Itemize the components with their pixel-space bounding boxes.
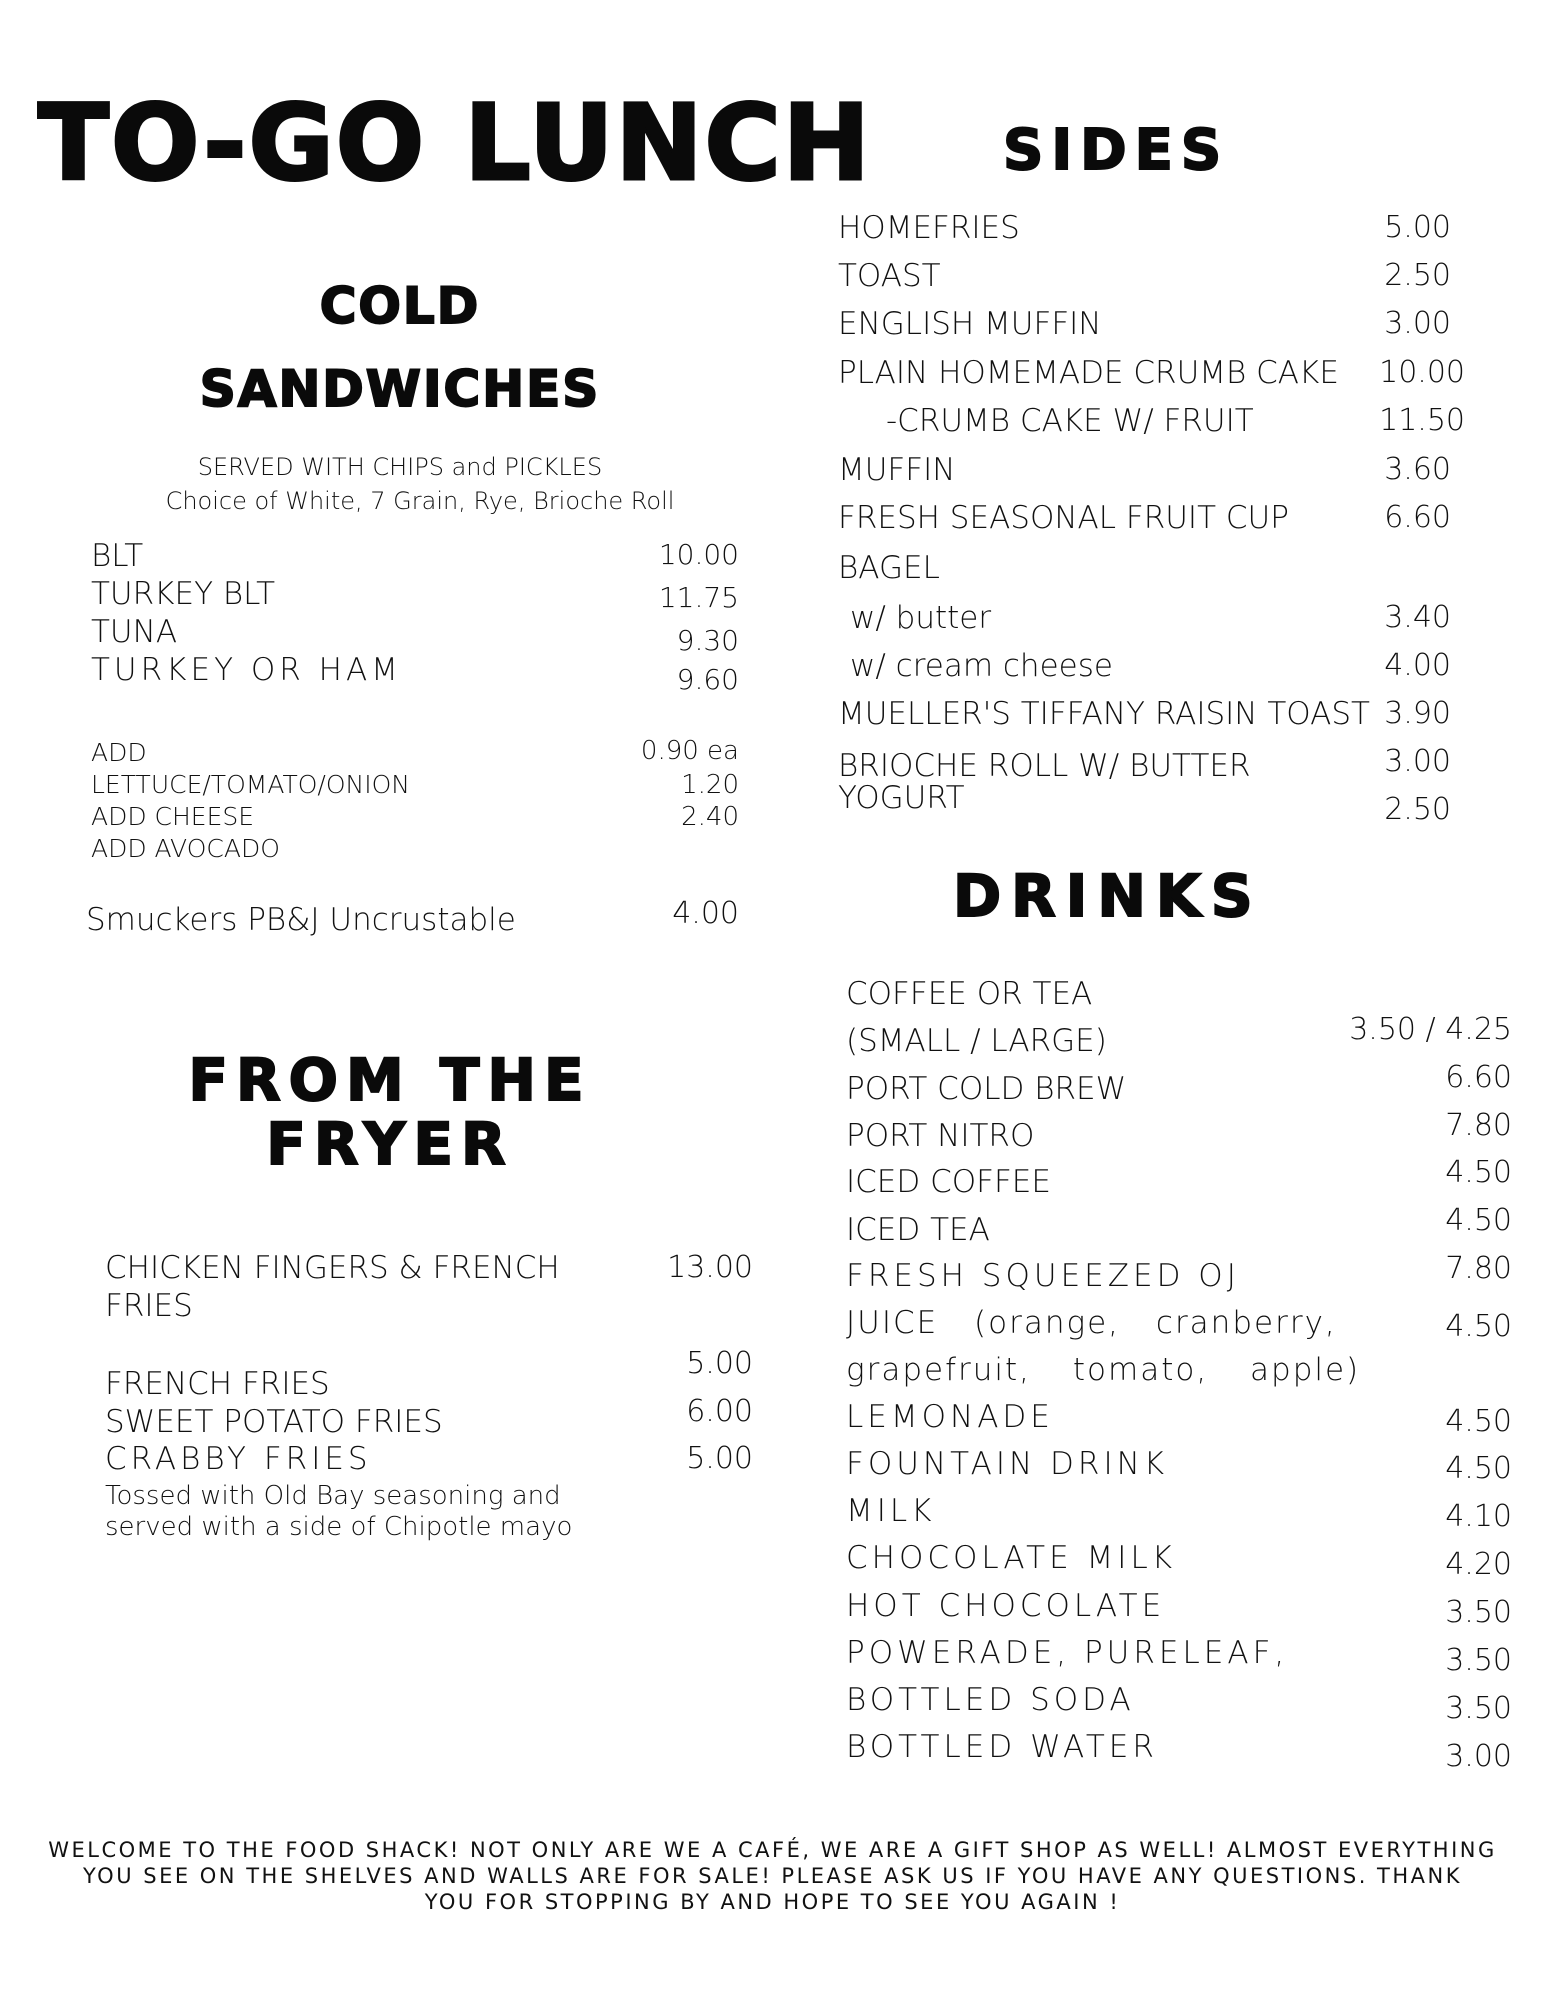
menu-item-name: BOTTLED WATER	[846, 1729, 1158, 1765]
drinks-heading: DRINKS	[953, 862, 1263, 930]
menu-item-price: 11.50	[1379, 403, 1465, 438]
menu-item-price: 4.00	[672, 896, 739, 931]
menu-item-name: YOGURT	[838, 780, 965, 816]
menu-item-name: Smuckers PB&J Uncrustable	[86, 902, 516, 938]
menu-item-name: (SMALL / LARGE)	[846, 1023, 1107, 1059]
fryer-note: Tossed with Old Bay seasoning and	[105, 1481, 561, 1511]
menu-item-name: FRESH SQUEEZED OJ	[846, 1258, 1240, 1294]
menu-item-name: -CRUMB CAKE W/ FRUIT	[886, 403, 1254, 439]
menu-item-name: ICED COFFEE	[846, 1164, 1051, 1200]
menu-item-price: 4.50	[1445, 1451, 1512, 1486]
menu-item-price: 10.00	[1379, 355, 1465, 390]
menu-item-price: 3.50	[1445, 1595, 1512, 1630]
menu-item-name: SWEET POTATO FRIES	[105, 1404, 443, 1440]
menu-item-price: 9.30	[676, 624, 739, 657]
menu-item-name: JUICE (orange, cranberry,	[846, 1305, 1337, 1341]
menu-item-name: TURKEY OR HAM	[91, 652, 402, 688]
menu-item-price: 9.60	[676, 663, 739, 696]
addon-name: ADD CHEESE	[91, 802, 255, 831]
menu-item-price: 4.00	[1384, 648, 1451, 683]
menu-item-name: ENGLISH MUFFIN	[838, 306, 1102, 342]
menu-item-name: PORT COLD BREW	[846, 1071, 1127, 1107]
menu-item-price: 5.00	[1384, 210, 1451, 245]
menu-item-price: 3.50 / 4.25	[1349, 1012, 1512, 1047]
menu-item-name: MILK	[846, 1493, 936, 1529]
menu-item-price: 4.50	[1445, 1203, 1512, 1238]
page-title: TO-GO LUNCH	[38, 82, 872, 204]
menu-item-price: 5.00	[686, 1441, 753, 1476]
menu-item-price: 4.10	[1445, 1499, 1512, 1534]
menu-item-price: 3.00	[1445, 1739, 1512, 1774]
menu-item-price: 13.00	[667, 1250, 753, 1285]
menu-item-price: 3.40	[1384, 600, 1451, 635]
menu-item-name: TURKEY BLT	[91, 576, 276, 612]
menu-item-price: 6.60	[1445, 1060, 1512, 1095]
menu-item-price: 10.00	[658, 538, 739, 571]
cold-heading-line1: COLD	[319, 277, 481, 335]
menu-item-name: FRESH SEASONAL FRUIT CUP	[838, 500, 1289, 536]
cold-note: SERVED WITH CHIPS and PICKLES	[197, 453, 603, 481]
menu-item-price: 3.00	[1384, 744, 1451, 779]
menu-item-price: 3.90	[1384, 696, 1451, 731]
menu-item-price: 2.50	[1384, 792, 1451, 827]
menu-item-name: TUNA	[91, 614, 178, 650]
menu-item-name: COFFEE OR TEA	[846, 976, 1093, 1012]
menu-item-name: PLAIN HOMEMADE CRUMB CAKE	[838, 355, 1339, 391]
fryer-note: served with a side of Chipotle mayo	[105, 1512, 573, 1542]
menu-item-name: HOT CHOCOLATE	[846, 1588, 1166, 1624]
menu-item-name: TOAST	[838, 258, 941, 294]
menu-item-price: 4.20	[1445, 1547, 1512, 1582]
menu-item-price: 5.00	[686, 1346, 753, 1381]
menu-item-name: BAGEL	[838, 550, 940, 586]
addon-name: ADD	[91, 738, 147, 767]
menu-item-name: BLT	[91, 538, 144, 574]
menu-item-name: CHICKEN FINGERS & FRENCH	[105, 1250, 560, 1286]
menu-item-price: 3.00	[1384, 306, 1451, 341]
menu-item-price: 11.75	[658, 581, 739, 614]
menu-item-name: FRENCH FRIES	[105, 1366, 330, 1402]
menu-item-name: ICED TEA	[846, 1212, 990, 1248]
addon-price: 0.90 ea	[640, 736, 739, 766]
menu-item-name: POWERADE, PURELEAF,	[846, 1635, 1289, 1671]
menu-item-name: CHOCOLATE MILK	[846, 1540, 1177, 1576]
menu-item-name: CRABBY FRIES	[105, 1441, 372, 1477]
addon-name: ADD AVOCADO	[91, 834, 280, 863]
menu-item-price: 7.80	[1445, 1251, 1512, 1286]
footer-line: YOU SEE ON THE SHELVES AND WALLS ARE FOR SALE! PLEASE ASK US IF YOU HAVE ANY QUESTIONS. THANK	[82, 1864, 1463, 1888]
footer-line: YOU FOR STOPPING BY AND HOPE TO SEE YOU AGAIN !	[424, 1890, 1121, 1914]
cold-heading-line2: SANDWICHES	[199, 360, 601, 418]
menu-item-name: w/ butter	[850, 600, 992, 636]
menu-item-name: BRIOCHE ROLL W/ BUTTER	[838, 748, 1251, 784]
menu-item-name: FRIES	[105, 1288, 193, 1324]
menu-item-name: MUELLER'S TIFFANY RAISIN TOAST	[838, 696, 1370, 732]
menu-item-price: 4.50	[1445, 1155, 1512, 1190]
menu-item-name: MUFFIN	[838, 452, 956, 488]
menu-item-name: w/ cream cheese	[850, 648, 1113, 684]
fryer-heading-line2: FRYER	[266, 1110, 514, 1178]
menu-item-name: HOMEFRIES	[838, 210, 1020, 246]
sides-heading: SIDES	[1003, 118, 1230, 183]
addon-price: 2.40	[681, 802, 739, 832]
addon-name: LETTUCE/TOMATO/ONION	[91, 770, 410, 799]
menu-item-price: 3.50	[1445, 1691, 1512, 1726]
menu-item-name: PORT NITRO	[846, 1118, 1035, 1154]
menu-item-name: LEMONADE	[846, 1399, 1054, 1435]
addon-price: 1.20	[681, 770, 739, 800]
cold-note: Choice of White, 7 Grain, Rye, Brioche Roll	[165, 487, 675, 515]
menu-item-price: 4.50	[1445, 1309, 1512, 1344]
menu-item-name: grapefruit, tomato, apple)	[846, 1352, 1361, 1388]
menu-item-name: FOUNTAIN DRINK	[846, 1446, 1169, 1482]
menu-item-price: 7.80	[1445, 1108, 1512, 1143]
footer-line: WELCOME TO THE FOOD SHACK! NOT ONLY ARE WE A CAFÉ, WE ARE A GIFT SHOP AS WELL! ALMOST EVERYTHING	[48, 1838, 1497, 1862]
menu-item-price: 3.50	[1445, 1643, 1512, 1678]
fryer-heading-line1: FROM THE	[188, 1046, 592, 1114]
menu-item-price: 2.50	[1384, 258, 1451, 293]
menu-item-price: 6.60	[1384, 500, 1451, 535]
menu-item-price: 4.50	[1445, 1404, 1512, 1439]
menu-item-price: 6.00	[686, 1394, 753, 1429]
menu-item-name: BOTTLED SODA	[846, 1682, 1135, 1718]
menu-item-price: 3.60	[1384, 452, 1451, 487]
